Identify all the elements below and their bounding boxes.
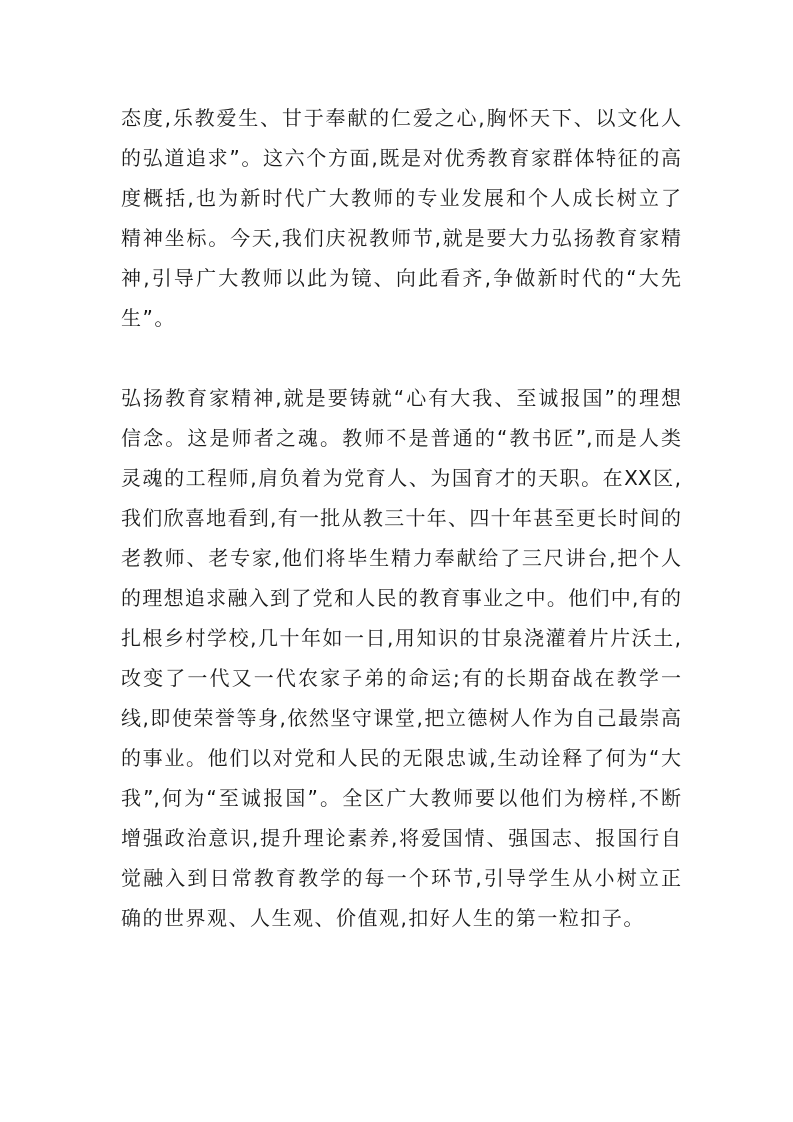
- paragraph-line: 觉融入到日常教育教学的每一个环节,引导学生从小树立正: [121, 866, 681, 890]
- paragraph-line: 神,引导广大教师以此为镜、向此看齐,争做新时代的“大先: [121, 266, 681, 290]
- paragraph-line: 的理想追求融入到了党和人民的教育事业之中。他们中,有的: [121, 586, 681, 610]
- paragraph-line: 信念。这是师者之魂。教师不是普通的“教书匠”,而是人类: [121, 426, 681, 450]
- paragraph-line: 弘扬教育家精神,就是要铸就“心有大我、至诚报国”的理想: [121, 386, 681, 410]
- paragraph-line: 老教师、老专家,他们将毕生精力奉献给了三尺讲台,把个人: [121, 546, 681, 570]
- paragraph-line: 线,即使荣誉等身,依然坚守课堂,把立德树人作为自己最崇高: [121, 706, 681, 730]
- paragraph-line: 改变了一代又一代农家子弟的命运;有的长期奋战在教学一: [121, 666, 681, 690]
- paragraph-line: 确的世界观、人生观、价值观,扣好人生的第一粒扣子。: [121, 906, 645, 930]
- paragraph-line: 度概括,也为新时代广大教师的专业发展和个人成长树立了: [121, 186, 681, 210]
- paragraph-line: 的弘道追求”。这六个方面,既是对优秀教育家群体特征的高: [121, 146, 681, 170]
- paragraph-line: 精神坐标。今天,我们庆祝教师节,就是要大力弘扬教育家精: [121, 226, 681, 250]
- paragraph-line: 态度,乐教爱生、甘于奉献的仁爱之心,胸怀天下、以文化人: [121, 106, 681, 130]
- paragraph-line: 生”。: [121, 306, 176, 330]
- paragraph-line: 增强政治意识,提升理论素养,将爱国情、强国志、报国行自: [121, 826, 681, 850]
- paragraph-line: 的事业。他们以对党和人民的无限忠诚,生动诠释了何为“大: [121, 746, 681, 770]
- paragraph-line: 灵魂的工程师,肩负着为党育人、为国育才的天职。在XX区,: [121, 466, 681, 490]
- paragraph-line: 扎根乡村学校,几十年如一日,用知识的甘泉浇灌着片片沃土,: [121, 626, 681, 650]
- paragraph-line: 我”,何为“至诚报国”。全区广大教师要以他们为榜样,不断: [121, 786, 681, 810]
- paragraph-line: 我们欣喜地看到,有一批从教三十年、四十年甚至更长时间的: [121, 506, 681, 530]
